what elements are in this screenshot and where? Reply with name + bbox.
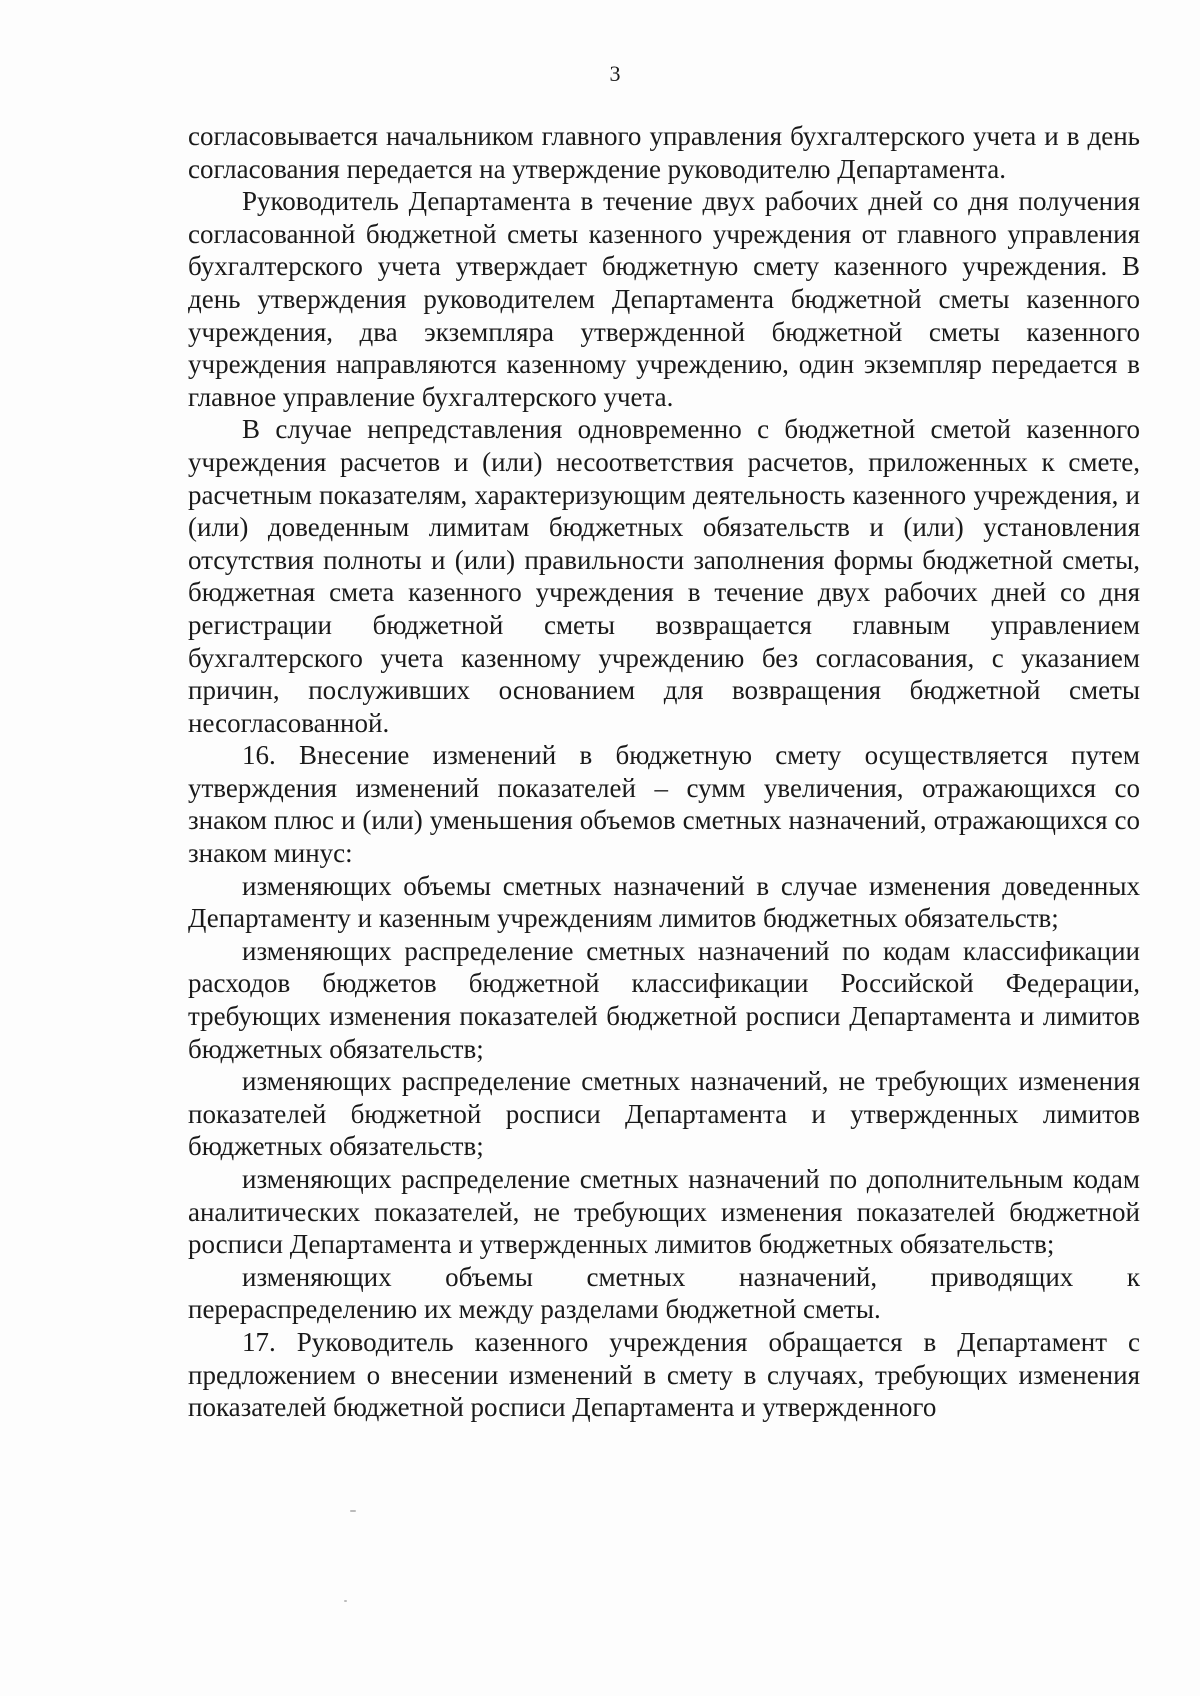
scan-artifact (344, 1600, 347, 1602)
list-item-redistribution-sections: изменяющих объемы сметных назначений, приводящих к перераспределению их между разделами бюджетной сметы. (188, 1261, 1140, 1325)
list-item-changing-volumes: изменяющих объемы сметных назначений в случае изменения доведенных Департаменту и казенным учреждениям лимитов бюджетных обязательств; (188, 870, 1140, 934)
page-number: 3 (609, 61, 621, 86)
list-item-changing-additional-codes: изменяющих распределение сметных назначений по дополнительным кодам аналитических показателей, не требующих изменения показателей бюджетной росписи Департамента и утвержденных лимитов бюджетных обязательств; (188, 1164, 1140, 1260)
paragraph-item-16: 16. Внесение изменений в бюджетную смету осуществляется путем утверждения изменений показателей – сумм увеличения, отражающихся со знаком плюс и (или) уменьшения объемов сметных назначений, отражающихся со знаком минус: (188, 740, 1140, 869)
paragraph-item-17: 17. Руководитель казенного учреждения обращается в Департамент с предложением о внесении изменений в смету в случаях, требующих изменения показателей бюджетной росписи Департамента и утвержденного (188, 1326, 1140, 1423)
list-item-changing-distribution-no-roster: изменяющих распределение сметных назначений, не требующих изменения показателей бюджетной росписи Департамента и утвержденных лимитов бюджетных обязательств; (188, 1066, 1140, 1162)
document-body (188, 120, 1140, 1424)
paragraph-continuation: согласовывается начальником главного управления бухгалтерского учета и в день согласования передается на утверждение руководителю Департамента. (188, 121, 1140, 184)
paragraph-return-case: В случае непредставления одновременно с бюджетной сметой казенного учреждения расчетов и (или) несоответствия расчетов, приложенных к смете, расчетным показателям, характеризующим деятельность казенного учреждения, и (или) доведенным лимитам бюджетных обязательств и (или) установления отсутствия полноты и (или) правильности заполнения формы бюджетной сметы, бюджетная смета казенного учреждения в течение двух рабочих дней со дня регистрации бюджетной сметы возвращается главным управлением бухгалтерского учета казенному учреждению без согласования, с указанием причин, послуживших основанием для возвращения бюджетной сметы несогласованной. (188, 414, 1140, 738)
paragraph-approval: Руководитель Департамента в течение двух рабочих дней со дня получения согласованной бюджетной сметы казенного учреждения от главного управления бухгалтерского учета утверждает бюджетную смету казенного учреждения. В день утверждения руководителем Департамента бюджетной сметы казенного учреждения, два экземпляра утвержденной бюджетной сметы казенного учреждения направляются казенному учреждению, один экземпляр передается в главное управление бухгалтерского учета. (188, 186, 1140, 412)
scan-artifact (350, 1510, 356, 1512)
list-item-changing-distribution-codes: изменяющих распределение сметных назначений по кодам классификации расходов бюджетов бюджетной классификации Российской Федерации, требующих изменения показателей бюджетной росписи Департамента и лимитов бюджетных обязательств; (188, 935, 1140, 1064)
